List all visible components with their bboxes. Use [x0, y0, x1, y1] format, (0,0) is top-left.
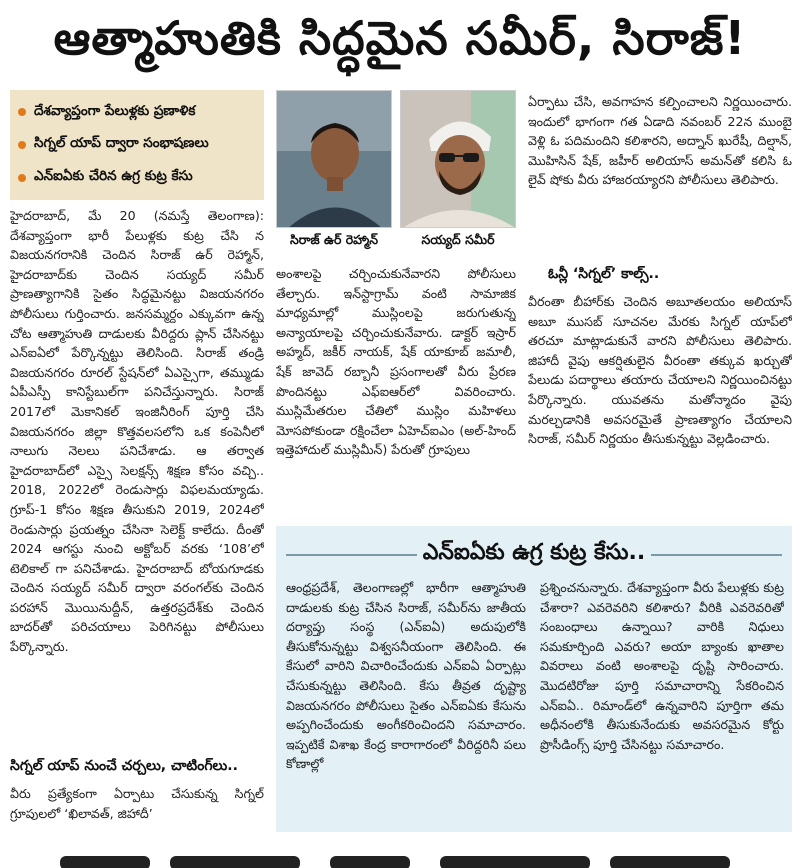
highlights-box [10, 90, 264, 200]
paragraph: ఆంధ్రప్రదేశ్, తెలంగాణల్లో భారీగా ఆత్మాహుతి దాడులకు కుట్ర చేసిన సిరాజ్, సమీర్‌ను జాతీయ దర్యాప్తు సంస్థ (ఎన్ఐఏ) అదుపులోకి తీసుకోనున్నట్టు విశ్వసనీయంగా తెలిసింది. ఈ కేసులో వారిని విచారించేందుకు ఎన్ఐఏ ఏర్పాట్లు చేసుకున్నట్టు తెలిసింది. కేసు తీవ్రత దృష్ట్యా విజయనగరం పోలీసులు సైతం ఎన్ఐఏకు కేసును అప్పగించేందుకు అంగీకరించిందని సమాచారం. ఇప్పటికే విశాఖ కేంద్ర కారాగారంలో వీరిద్దరినీ పలు కోణాల్లో [286, 580, 526, 772]
highlight-text: ఎన్ఐఏకు చేరిన ఉగ్ర కుట్ర కేసు [34, 168, 193, 185]
highlight-item [18, 168, 256, 187]
highlight-text: దేశవ్యాప్తంగా పేలుళ్లకు ప్రణాళిక [34, 102, 196, 119]
article-column-3 [528, 92, 792, 258]
subhead-signal-calls: ఓన్లీ ‘సిగ్నల్’ కాల్స్.. [548, 266, 660, 282]
nia-title-row [276, 540, 792, 570]
nia-sidebar-box [276, 526, 792, 832]
paragraph: హైదరాబాద్, మే 20 (నమస్తే తెలంగాణ): దేశవ్యాప్తంగా భారీ పేలుళ్లకు కుట్ర చేసి న విజయనగరానికి చెందిన సిరాజ్ ఉర్ రెహ్మాన్, హైదరాబాద్‌కు చెందిన సయ్యద్ సమీర్ ప్రాణత్యాగానికి సైతం సిద్ధమైనట్టు విజయనగరం పోలీసులు గుర్తించారు. జనసమ్మర్దం ఎక్కువగా ఉన్న చోట ఆత్మాహుతి దాడులకు వీరిద్దరు ప్లాన్ చేసినట్టు ఎన్ఐఏలో పేర్కొన్నట్టు తెలిసింది. సిరాజ్ తండ్రి విజయనగరం రూరల్ స్టేషన్‌లో ఏఎస్సైగా, తమ్ముడు ఏపీఎస్పీ కానిస్టేబుల్‌గా పనిచేస్తున్నారు. సిరాజ్ 2017లో మెకానికల్ ఇంజినీరింగ్ పూర్తి చేసి విజయనగరం జిల్లా కొత్తవలసలోని ఒక కంపెనీలో నాలుగు నెలలు పనిచేశాడు. ఆ తర్వాత హైదరాబాద్‌లో ఎస్సై సెలక్షన్స్ శిక్షణ కోసం వచ్చి.. 2018, 2022లో రెండుసార్లు విఫలమయ్యాడు. గ్రూప్-1 కోసం శిక్షణ తీసుకుని 2019, 2024లో రెండుసార్లు ప్రయత్నం చేసినా సెలెక్ట్ కాలేదు. దీంతో 2024 ఆగస్టు నుంచి అక్టోబర్ వరకు ‘108’లో టెలికాల్ గా పనిచేశాడు. హైదరాబాద్ బోయగూడకు చెందిన సయ్యద్ సమీర్ ద్వారా వరంగల్‌కు చెందిన పరహాన్ మొయినుద్దీన్, ఉత్తరప్రదేశ్‌కు చెందిన బాదర్‌తో పరిచయాలు పెరిగినట్టు పోలీసులు పేర్కొన్నారు. [10, 208, 264, 655]
paragraph: అంశాలపై చర్చించుకునేవారని పోలీసులు తేల్చారు. ఇన్‌స్టాగ్రామ్ వంటి సామాజిక మాధ్యమాల్లో ముస్లింలపై జరుగుతున్న అన్యాయాలపై చర్చించుకునేవారు. డాక్టర్ ఇస్రార్ అహ్మద్, జకీర్ నాయక్, షేక్ యాకూబ్ జమాలీ, షేక్ జావెద్ రబ్బానీ ప్రసంగాలతో వీరు ప్రేరణ పొందినట్టు ఎఫ్ఐఆర్‌లో వివరించారు. ముస్లిమేతరుల చేతిలో ముస్లిం మహిళలు మోసపోకుండా రక్షించేలా ఏహెచ్ఐఎం (అల్-హింద్ ఇత్తెహాదుల్ ముస్లిమీన్) పేరుతో గ్రూపులు [276, 266, 516, 458]
photo-sameer [400, 90, 516, 228]
nia-column-left [286, 578, 526, 826]
photo-caption: సిరాజ్ ఉర్ రెహ్మాన్ [290, 232, 378, 247]
photo-area [276, 90, 516, 258]
paragraph: వీరు ప్రత్యేకంగా ఏర్పాటు చేసుకున్న సిగ్నల్ గ్రూపులలో ‘ఖిలావత్, జిహాదీ’ [10, 786, 264, 821]
bullet-dot-icon [18, 174, 26, 182]
paragraph: ప్రశ్నించనున్నారు. దేశవ్యాప్తంగా వీరు పేలుళ్లకు కుట్ర చేశారా? ఎవరెవరిని కలిశారు? వీరికి ఎవరెవరితో సంబంధాలు ఉన్నాయి? వారికి నిధులు సమకూర్చింది ఎవరు? అయా బ్యాంకు ఖాతాల వివరాలు వంటి అంశాలపై దృష్టి సారించారు. మొదటిరోజు పూర్తి సమాచారాన్ని సేకరించిన ఎన్ఐఏ.. రిమాండ్‌లో ఉన్నవారిని పూర్తిగా తమ అధీనంలోకి తీసుకునేందుకు అవసరమైన కోర్టు ప్రొసీడింగ్స్ పూర్తి చేసినట్టు సమాచారం. [540, 580, 784, 752]
photo-siraj [276, 90, 392, 228]
article-column-3-cont [528, 292, 792, 516]
bullet-dot-icon [18, 141, 26, 149]
article-column-1 [10, 206, 264, 754]
article-column-2 [276, 264, 516, 516]
highlight-text: సిగ్నల్ యాప్ ద్వారా సంభాషణలు [34, 135, 209, 152]
paragraph: వీరంతా బీహార్‌కు చెందిన అబూతలయం అలియాస్ అబూ ముసబ్ సూచనల మేరకు సిగ్నల్ యాప్‌లో తరచూ మాట్లాడుకునే వారని పోలీసులు తెలిపారు. జిహాదీ వైపు ఆకర్షితులైన వీరంతా తక్కువ ఖర్చుతో పేలుడు పదార్థాలు తయారు చేయాలని నిర్ణయించినట్టు పేర్కొన్నారు. యువతను మతోన్మాదం వైపు మరల్చడానికి అవసరమైతే ప్రాణత్యాగం చేయాలని సిరాజ్, సమీర్ నిర్ణయం తీసుకున్నట్టు వెల్లడించారు. [528, 294, 792, 447]
nia-column-right [540, 578, 784, 826]
bullet-dot-icon [18, 108, 26, 116]
photo-caption: సయ్యద్ సమీర్ [421, 232, 495, 247]
nia-box-title: ఎన్ఐఏకు ఉగ్ర కుట్ర కేసు.. [422, 540, 646, 565]
highlight-item [18, 103, 256, 122]
divider [286, 554, 417, 556]
article-column-1-tail [10, 784, 264, 826]
divider [651, 554, 782, 556]
next-headline-cutoff [0, 846, 800, 868]
highlight-item [18, 135, 256, 154]
paragraph: ఏర్పాటు చేసి, అవగాహన కల్పించాలని నిర్ణయించారు. ఇందులో భాగంగా గత ఏడాది నవంబర్ 22న ముంబై వెళ్లి ఓ పదిమందిని కలిశారని, అద్నాన్ ఖురేషీ, దిల్షాన్, మొహిసిన్ షేక్, జహీర్ అలియాస్ అమన్‌తో కలిసి ఓ లైవ్ షోకు వీరు హాజరయ్యారని పోలీసులు తెలిపారు. [528, 94, 792, 188]
headline: ఆత్మాహుతికి సిద్ధమైన సమీర్, సిరాజ్! [53, 11, 747, 65]
subhead-signal-chats: సిగ్నల్ యాప్ నుంచే చర్చలు, చాటింగ్‌లు.. [10, 758, 238, 774]
